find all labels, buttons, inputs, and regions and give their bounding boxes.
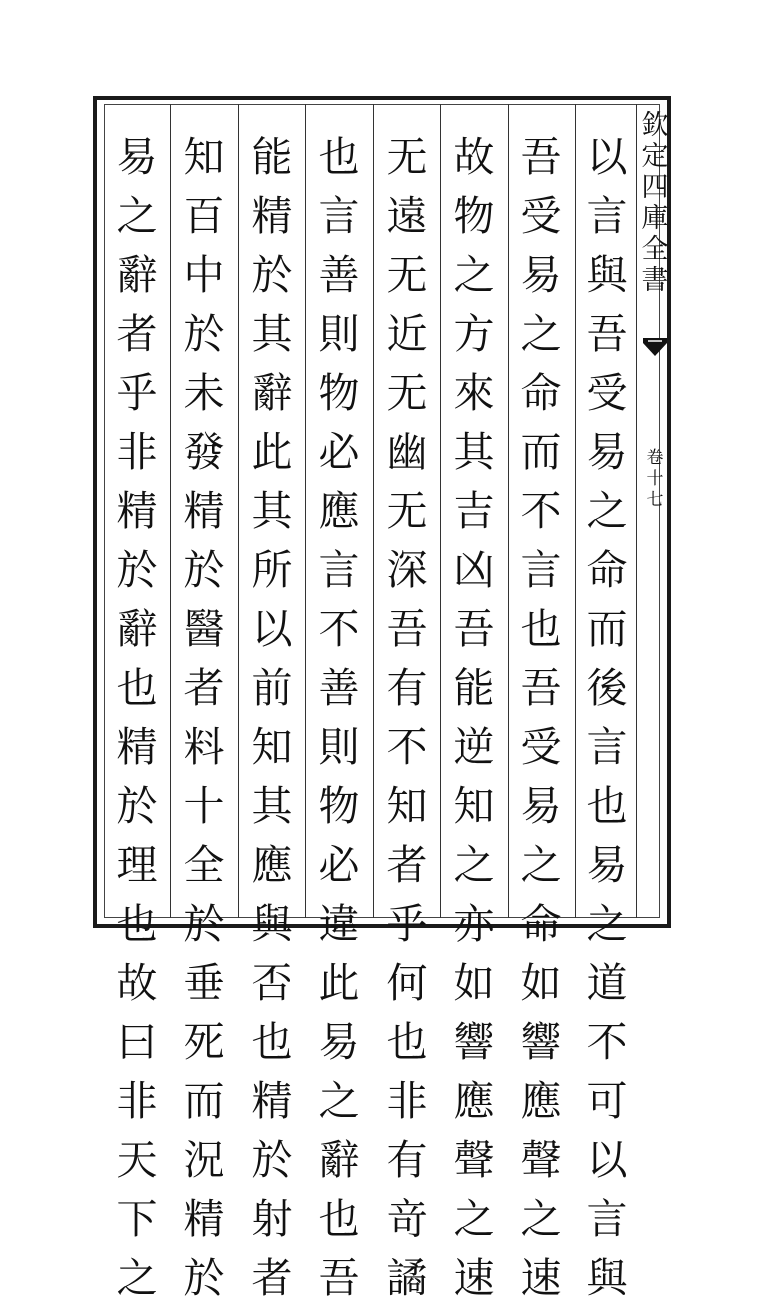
character: 應 bbox=[453, 1077, 495, 1125]
character: 言 bbox=[586, 1195, 628, 1243]
character: 定 bbox=[641, 141, 669, 172]
character: 於 bbox=[251, 251, 293, 299]
character: 不 bbox=[520, 487, 562, 535]
text-column-4 bbox=[374, 128, 440, 1302]
text-column-7 bbox=[171, 128, 237, 1302]
character: 知 bbox=[453, 782, 495, 830]
character: 辭 bbox=[318, 1136, 360, 1184]
character: 无 bbox=[386, 133, 428, 181]
character: 響 bbox=[520, 1018, 562, 1066]
character: 之 bbox=[520, 1195, 562, 1243]
character: 命 bbox=[520, 369, 562, 417]
character: 精 bbox=[251, 192, 293, 240]
character: 後 bbox=[586, 664, 628, 712]
character: 書 bbox=[641, 265, 669, 296]
character: 其 bbox=[251, 487, 293, 535]
character: 射 bbox=[251, 1195, 293, 1243]
text-column-3 bbox=[441, 128, 507, 1302]
character: 十 bbox=[183, 782, 225, 830]
character: 則 bbox=[318, 723, 360, 771]
character: 天 bbox=[116, 1136, 158, 1184]
character: 言 bbox=[318, 192, 360, 240]
character: 言 bbox=[586, 192, 628, 240]
character: 違 bbox=[318, 900, 360, 948]
character: 前 bbox=[251, 664, 293, 712]
character: 能 bbox=[251, 133, 293, 181]
character: 理 bbox=[116, 841, 158, 889]
character: 言 bbox=[318, 546, 360, 594]
character: 於 bbox=[251, 1136, 293, 1184]
character: 可 bbox=[586, 1077, 628, 1125]
character: 其 bbox=[251, 310, 293, 358]
character: 十 bbox=[646, 469, 664, 489]
character: 之 bbox=[453, 1195, 495, 1243]
character: 有 bbox=[386, 664, 428, 712]
character: 幽 bbox=[386, 428, 428, 476]
character: 聲 bbox=[453, 1136, 495, 1184]
character: 物 bbox=[453, 192, 495, 240]
character: 者 bbox=[116, 310, 158, 358]
character: 於 bbox=[183, 310, 225, 358]
character: 與 bbox=[251, 900, 293, 948]
character: 之 bbox=[453, 251, 495, 299]
character: 死 bbox=[183, 1018, 225, 1066]
character: 於 bbox=[183, 1254, 225, 1302]
character: 以 bbox=[586, 1136, 628, 1184]
character: 辭 bbox=[251, 369, 293, 417]
character: 逆 bbox=[453, 723, 495, 771]
character: 不 bbox=[318, 605, 360, 653]
character: 道 bbox=[586, 959, 628, 1007]
character: 則 bbox=[318, 310, 360, 358]
text-column-1 bbox=[574, 128, 640, 1302]
character: 也 bbox=[318, 1195, 360, 1243]
character: 易 bbox=[586, 841, 628, 889]
character: 以 bbox=[586, 133, 628, 181]
character: 受 bbox=[520, 723, 562, 771]
character: 亦 bbox=[453, 900, 495, 948]
character: 物 bbox=[318, 369, 360, 417]
character: 之 bbox=[586, 900, 628, 948]
character: 凶 bbox=[453, 546, 495, 594]
character: 響 bbox=[453, 1018, 495, 1066]
character: 速 bbox=[520, 1254, 562, 1302]
character: 所 bbox=[251, 546, 293, 594]
character: 其 bbox=[453, 428, 495, 476]
character: 其 bbox=[251, 782, 293, 830]
character: 曰 bbox=[116, 1018, 158, 1066]
character: 易 bbox=[586, 428, 628, 476]
character: 无 bbox=[386, 369, 428, 417]
character: 者 bbox=[386, 841, 428, 889]
character: 欽 bbox=[641, 110, 669, 141]
character: 易 bbox=[520, 782, 562, 830]
text-column-6 bbox=[239, 128, 305, 1302]
character: 之 bbox=[520, 841, 562, 889]
character: 辭 bbox=[116, 251, 158, 299]
character: 卷 bbox=[646, 448, 664, 468]
character: 物 bbox=[318, 782, 360, 830]
character: 善 bbox=[318, 251, 360, 299]
character: 也 bbox=[116, 900, 158, 948]
character: 命 bbox=[520, 900, 562, 948]
character: 辭 bbox=[116, 605, 158, 653]
character: 精 bbox=[183, 487, 225, 535]
fish-tail-mark-icon bbox=[642, 336, 668, 360]
character: 譎 bbox=[386, 1254, 428, 1302]
character: 來 bbox=[453, 369, 495, 417]
character: 故 bbox=[116, 959, 158, 1007]
character: 能 bbox=[453, 664, 495, 712]
character: 於 bbox=[183, 546, 225, 594]
character: 中 bbox=[183, 251, 225, 299]
character: 以 bbox=[251, 605, 293, 653]
character: 也 bbox=[116, 664, 158, 712]
character: 未 bbox=[183, 369, 225, 417]
character: 四 bbox=[641, 172, 669, 203]
text-column-5 bbox=[306, 128, 372, 1302]
character: 深 bbox=[386, 546, 428, 594]
character: 竒 bbox=[386, 1195, 428, 1243]
character: 全 bbox=[183, 841, 225, 889]
character: 知 bbox=[386, 782, 428, 830]
character: 受 bbox=[586, 369, 628, 417]
character: 不 bbox=[386, 723, 428, 771]
character: 者 bbox=[251, 1254, 293, 1302]
character: 吾 bbox=[318, 1254, 360, 1302]
character: 精 bbox=[251, 1077, 293, 1125]
character: 醫 bbox=[183, 605, 225, 653]
margin-book-title bbox=[640, 110, 670, 296]
character: 速 bbox=[453, 1254, 495, 1302]
character: 者 bbox=[183, 664, 225, 712]
character: 知 bbox=[183, 133, 225, 181]
text-column-8 bbox=[104, 128, 170, 1302]
character: 必 bbox=[318, 841, 360, 889]
character: 如 bbox=[453, 959, 495, 1007]
character: 易 bbox=[520, 251, 562, 299]
character: 垂 bbox=[183, 959, 225, 1007]
character: 乎 bbox=[116, 369, 158, 417]
character: 吾 bbox=[386, 605, 428, 653]
character: 知 bbox=[251, 723, 293, 771]
character: 百 bbox=[183, 192, 225, 240]
character: 也 bbox=[520, 605, 562, 653]
character: 與 bbox=[586, 251, 628, 299]
character: 下 bbox=[116, 1195, 158, 1243]
character: 之 bbox=[586, 487, 628, 535]
character: 應 bbox=[318, 487, 360, 535]
character: 之 bbox=[318, 1077, 360, 1125]
character: 如 bbox=[520, 959, 562, 1007]
character: 而 bbox=[586, 605, 628, 653]
character: 與 bbox=[586, 1254, 628, 1302]
character: 否 bbox=[251, 959, 293, 1007]
character: 此 bbox=[251, 428, 293, 476]
character: 七 bbox=[646, 490, 664, 510]
character: 應 bbox=[251, 841, 293, 889]
character: 不 bbox=[586, 1018, 628, 1066]
character: 也 bbox=[386, 1018, 428, 1066]
character: 何 bbox=[386, 959, 428, 1007]
character: 方 bbox=[453, 310, 495, 358]
margin-volume-number bbox=[643, 448, 667, 511]
character: 之 bbox=[116, 1254, 158, 1302]
character: 聲 bbox=[520, 1136, 562, 1184]
character: 吉 bbox=[453, 487, 495, 535]
character: 庫 bbox=[641, 203, 669, 234]
character: 有 bbox=[386, 1136, 428, 1184]
character: 近 bbox=[386, 310, 428, 358]
character: 命 bbox=[586, 546, 628, 594]
character: 必 bbox=[318, 428, 360, 476]
text-column-2 bbox=[508, 128, 574, 1302]
character: 應 bbox=[520, 1077, 562, 1125]
character: 此 bbox=[318, 959, 360, 1007]
character: 非 bbox=[116, 428, 158, 476]
character: 吾 bbox=[453, 605, 495, 653]
character: 吾 bbox=[520, 664, 562, 712]
character: 於 bbox=[116, 782, 158, 830]
character: 吾 bbox=[520, 133, 562, 181]
character: 之 bbox=[116, 192, 158, 240]
character: 而 bbox=[520, 428, 562, 476]
character: 精 bbox=[116, 723, 158, 771]
character: 也 bbox=[318, 133, 360, 181]
character: 況 bbox=[183, 1136, 225, 1184]
character: 而 bbox=[183, 1077, 225, 1125]
character: 也 bbox=[251, 1018, 293, 1066]
character: 言 bbox=[586, 723, 628, 771]
character: 言 bbox=[520, 546, 562, 594]
character: 之 bbox=[520, 310, 562, 358]
character: 无 bbox=[386, 251, 428, 299]
character: 善 bbox=[318, 664, 360, 712]
character: 精 bbox=[183, 1195, 225, 1243]
character: 吾 bbox=[586, 310, 628, 358]
character: 无 bbox=[386, 487, 428, 535]
character: 易 bbox=[116, 133, 158, 181]
character: 於 bbox=[116, 546, 158, 594]
character: 全 bbox=[641, 234, 669, 265]
character: 受 bbox=[520, 192, 562, 240]
character: 於 bbox=[183, 900, 225, 948]
character: 精 bbox=[116, 487, 158, 535]
character: 非 bbox=[386, 1077, 428, 1125]
character: 之 bbox=[453, 841, 495, 889]
character: 遠 bbox=[386, 192, 428, 240]
character: 故 bbox=[453, 133, 495, 181]
character: 易 bbox=[318, 1018, 360, 1066]
character: 乎 bbox=[386, 900, 428, 948]
character: 非 bbox=[116, 1077, 158, 1125]
character: 也 bbox=[586, 782, 628, 830]
character: 料 bbox=[183, 723, 225, 771]
character: 發 bbox=[183, 428, 225, 476]
